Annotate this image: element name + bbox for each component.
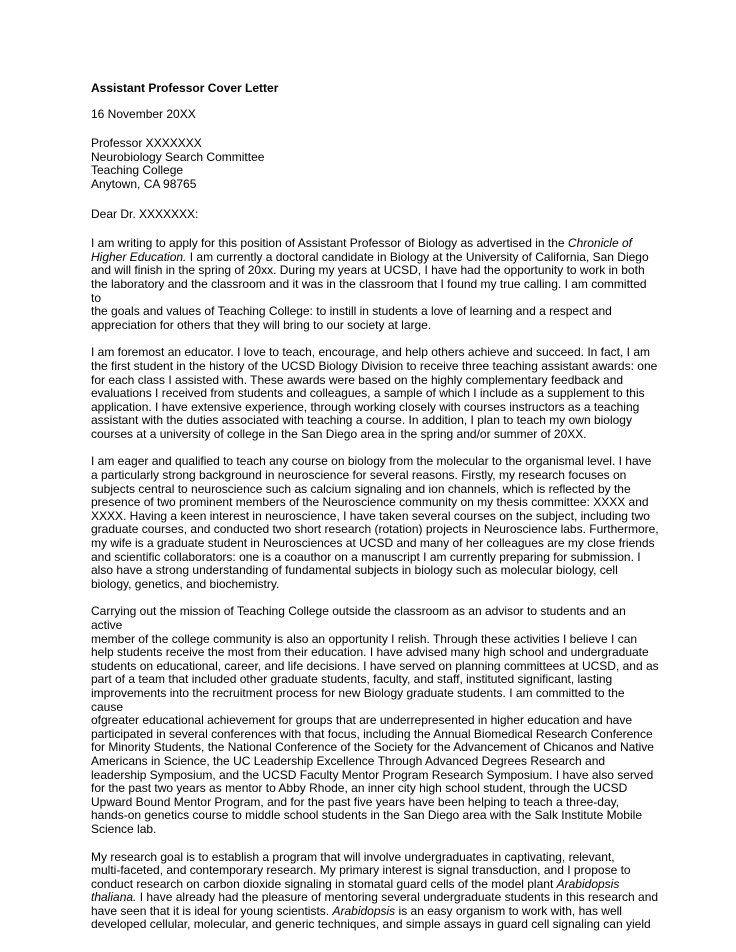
paragraph-text: I am currently a doctoral candidate in Biology at the University of California, San Diego and will finish in the spring of 20xx. During my years at UCSD, I have had the opportunity to work in both the laboratory and the classroom and it was in the classroom that I found my true calling. I am committed to the goals and values of Teaching College: to instill in students a love of learning and a respect and appreciation for others that they will bring to our society at large.: [91, 249, 649, 332]
letter-date: 16 November 20XX: [91, 106, 196, 121]
species-name: Arabidopsis thaliana.: [91, 876, 620, 905]
paragraph-qualifications: I am eager and qualified to teach any course on biology from the molecular to the organismal level. I have a particularly strong background in neuroscience for several reasons. Firstly, my research focuses on subjects central to neuroscience such as calcium signaling and ion channels, which is reflected by the presence of two prominent members of the Neuroscience community on my thesis committee: XXXX and XXXX. Having a keen interest in neuroscience, I have taken several courses on the subject, including two graduate courses, and conducted two short research (rotation) projects in Neuroscience labs. Furthermore, my wife is a graduate student in Neurosciences at UCSD and many of her colleagues are my close friends and scientific collaborators: one is a coauthor on a manuscript I am currently preparing for submission. I also have a strong understanding of fundamental subjects in biology such as molecular biology, cell biology, genetics, and biochemistry.: [91, 454, 659, 591]
paragraph-mission: Carrying out the mission of Teaching College outside the classroom as an advisor to students and an active member of the college community is also an opportunity I relish. Through these activities I believe I can help students receive the most from their education. I have advised many high school and undergraduate students on educational, career, and life decisions. I have served on planning committees at UCSD, and as part of a team that included other graduate students, faculty, and staff, instituted significant, lasting improvements into the recruitment process for new Biology graduate students. I am committed to the cause ofgreater educational achievement for groups that are underrepresented in higher education and have participated in several conferences with that focus, including the Annual Biomedical Research Conference for Minority Students, the National Conference of the Society for the Advancement of Chicanos and Native Americans in Science, the UC Leadership Excellence Through Advanced Degrees Research and leadership Symposium, and the UCSD Faculty Mentor Program Research Symposium. I have also served for the past two years as mentor to Abby Rhode, an inner city high school student, through the UCSD Upward Bound Mentor Program, and for the past five years have been helping to teach a three-day, hands-on genetics course to middle school students in the San Diego area with the Salk Institute Mobile Science lab.: [91, 604, 659, 836]
paragraph-text: My research goal is to establish a program that will involve undergraduates in captivating, relevant, multi-faceted, and contemporary research. My primary interest is signal transduction, and I propose to conduct research on carbon dioxide signaling in stomatal guard cells of the model plant: [91, 849, 631, 891]
paragraph-text: I have already had the pleasure of mentoring several undergraduate students in this research and have seen that it is ideal for young scientists.: [91, 890, 659, 918]
paragraph-introduction: [91, 237, 659, 332]
genus-name: Arabidopsis: [332, 903, 396, 918]
letter-title: Assistant Professor Cover Letter: [91, 81, 279, 95]
paragraph-research: [91, 851, 659, 933]
publication-name: Chronicle of Higher Education.: [91, 236, 632, 264]
recipient-committee: Neurobiology Search Committee: [91, 149, 265, 164]
recipient-institution: Teaching College: [91, 163, 184, 178]
recipient-address: [91, 137, 659, 191]
paragraph-text: is an easy organism to work with, has well developed cellular, molecular, and generic techniques, and simple assays in guard cell signaling can yield: [91, 903, 651, 932]
paragraph-educator: I am foremost an educator. I love to teach, encourage, and help others achieve and succeed. In fact, I am the first student in the history of the UCSD Biology Division to receive three teaching assistant awards: one for each class I assisted with. These awards were based on the highly complementary feedback and evaluations I received from students and colleagues, a sample of which I include as a supplement to this application. I have extensive experience, through working closely with courses instructors as a teaching assistant with the duties associated with teaching a course. In addition, I plan to teach my own biology courses at a university of college in the San Diego area in the spring and/or summer of 20XX.: [91, 345, 658, 441]
recipient-name: Professor XXXXXXX: [91, 136, 202, 151]
recipient-city: Anytown, CA 98765: [91, 176, 197, 191]
cover-letter: [91, 82, 659, 946]
paragraph-text: I am writing to apply for this position of Assistant Professor of Biology as advertised in the: [91, 236, 565, 251]
salutation: Dear Dr. XXXXXXX:: [91, 206, 199, 221]
